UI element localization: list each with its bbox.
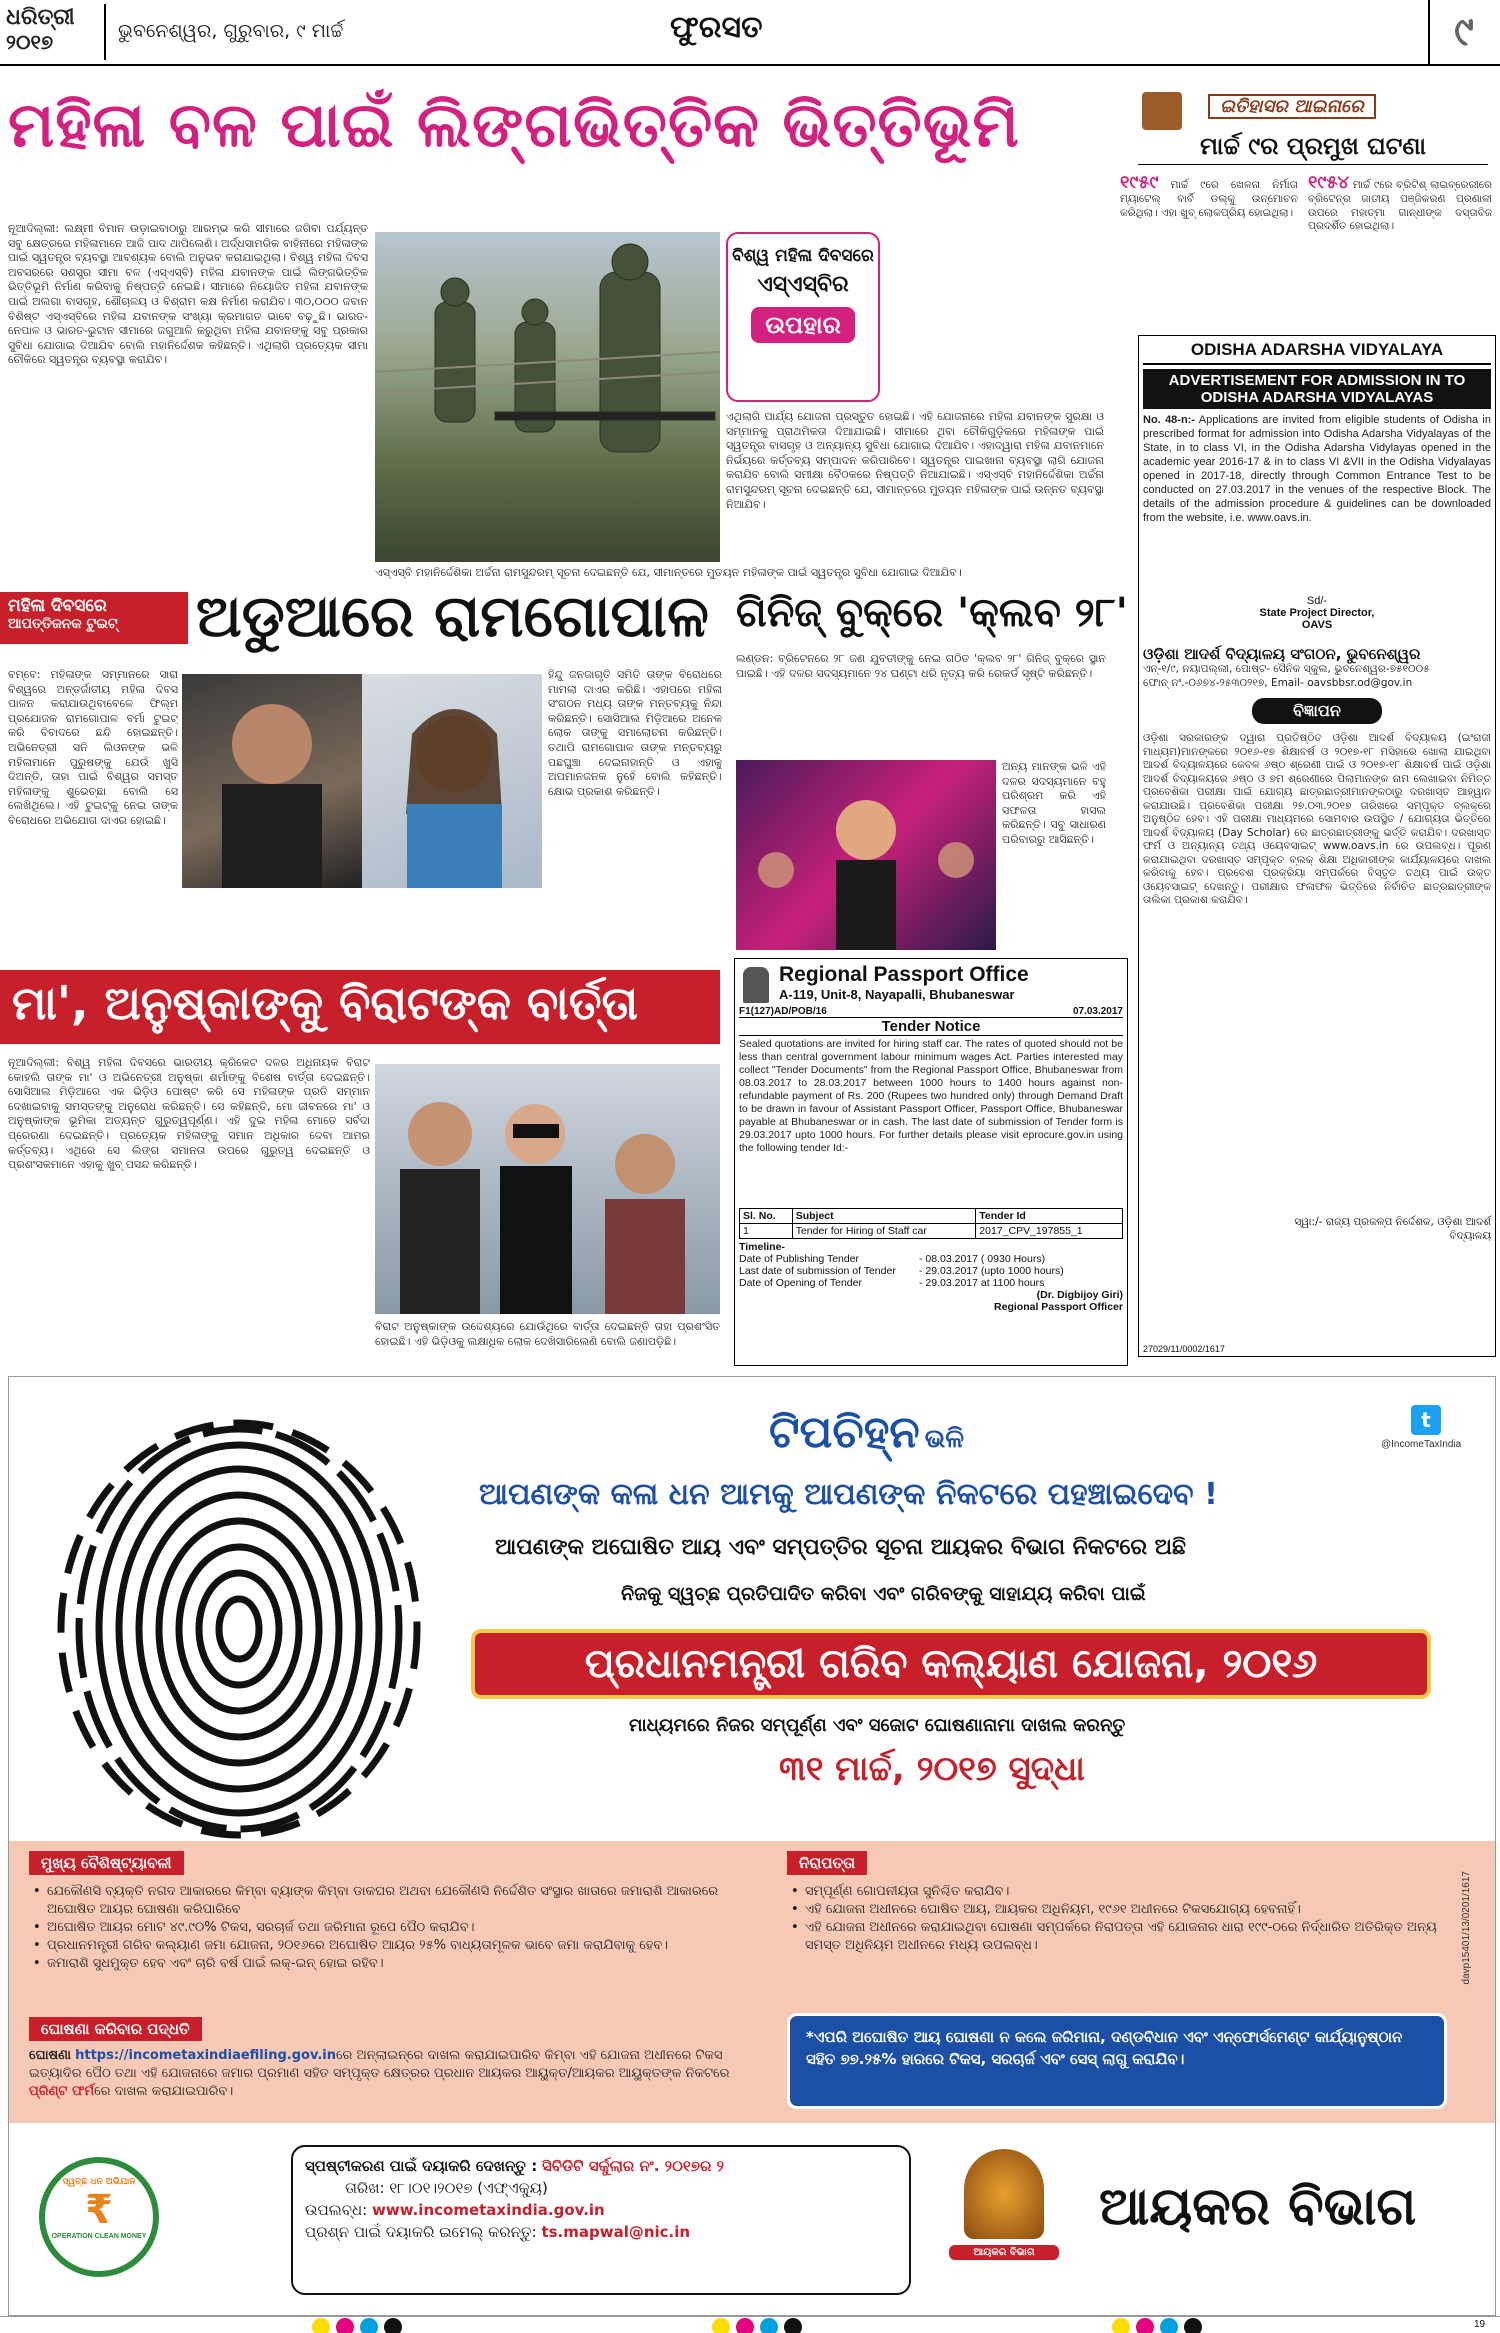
income-tax-ad <box>8 1376 1496 2316</box>
history-entry-1 <box>1120 172 1298 312</box>
history-box <box>1118 88 1496 320</box>
badge-line-3: ଉପହାର <box>751 307 855 343</box>
history-year-1: ୧୯୫୯ <box>1120 172 1159 193</box>
website-link[interactable]: www.incometaxindia.gov.in <box>372 2201 605 2219</box>
virat-column-1: ନୂଆଦିଲ୍ଲୀ: ବିଶ୍ୱ ମହିଳା ଦିବସରେ ଭାରତୀୟ କ୍ରିକେଟ ଦଳର ଅଧିନାୟକ ବିରାଟ କୋହଲି ତାଙ୍କ ମା' ଓ ଅଭିନେତ୍ରୀ ଅନୁଷ୍କା ଶର୍ମାଙ୍କୁ ବିଶେଷ ବାର୍ତ୍ତା ଦେଇଛନ୍ତି। ସୋସିଆଲ ମିଡ଼ିଆରେ ଏକ ଭିଡ଼ିଓ ପୋଷ୍ଟ କରି ସେ ମହିଳାଙ୍କ ପ୍ରତି ସମ୍ମାନ ଦେଖାଇବାକୁ ସମସ୍ତଙ୍କୁ ଅନୁରୋଧ କରିଛନ୍ତି। ସେ କହିଛନ୍ତି, ମୋ ଜୀବନରେ ମା' ଓ ଅନୁଷ୍କାଙ୍କ ଭୂମିକା ଅତ୍ୟନ୍ତ ଗୁରୁତ୍ୱପୂର୍ଣ୍ଣ। ଏହି ଦୁଇ ମହିଳା ମୋତେ ସର୍ବଦା ପ୍ରେରଣା ଦେଇଛନ୍ତି। ପ୍ରତ୍ୟେକ ମହିଳାଙ୍କୁ ସମାନ ଅଧିକାର ଦେବା ଆମର କର୍ତ୍ତବ୍ୟ। ଏଥିରେ ସେ ଲିଙ୍ଗ ସମାନତା ଉପରେ ଗୁରୁତ୍ୱ ଦେଇଛନ୍ତି ଓ ପ୍ରଶଂସକମାନେ ଏହାକୁ ଖୁବ୍ ପସନ୍ଦ କରିଛନ୍ତି। <box>8 1056 370 1172</box>
security-list <box>787 1883 1447 1955</box>
logo-year: ୨୦୧୭ <box>6 30 54 54</box>
th-tenderid: Tender Id <box>976 1209 1123 1224</box>
ocm-logo: ସ୍ୱଚ୍ଛ ଧନ ଅଭିଯାନ ₹ OPERATION CLEAN MONEY <box>39 2157 159 2277</box>
davp-code: davp15401/13/0201/1617 <box>1461 1871 1472 1985</box>
history-text-2: ମାର୍ଚ୍ଚ ୯ରେ ବ୍ରିଟିଶ୍ ଲାଇବ୍ରେରୀରେ ବ୍ରିଟେନ୍‌ର ଜାତୀୟ ପଞ୍ଜିକରଣ ପ୍ରଣାଳୀ ଉପରେ ମହାତ୍ମା ଗାନ୍ଧୀଙ୍କ ଦସ୍ତାବିଜ ପ୍ରଦର୍ଶିତ ହୋଇଥିଲା। <box>1308 179 1492 232</box>
tax-line-4: ନିଜକୁ ସ୍ୱଚ୍ଛ ପ୍ରତିପାଦିତ କରିବା ଏବଂ ଗରିବଙ୍କୁ ସାହାଯ୍ୟ କରିବା ପାଇଁ <box>621 1583 1146 1605</box>
oavs-phone: ଫୋନ୍ ନଂ.-୦୬୭୪-୨୫୩୦୨୧୭, Email- oavsbbsr.od@gov.in <box>1143 676 1413 689</box>
lead-photo-caption: ଏସ୍‌ଏସ୍‌ବି ମହାନିର୍ଦ୍ଦେଶିକା ଅର୍ଚ୍ଚନା ରାମସୁନ୍ଦରମ୍ ସୂଚନା ଦେଇଛନ୍ତି ଯେ, ସୀମାନ୍ତରେ ମୁତୟନ ମହିଳାଙ୍କ ପାଇଁ ସ୍ୱତନ୍ତ୍ର ସୁବିଧା ଯୋଗାଇ ଦିଆଯିବ। <box>375 566 962 579</box>
passport-body: Sealed quotations are invited for hiring staff car. The rates of quoted should not be less than central government labour minimum wages Act. Parties interested may collect "Tender Documents" from the Regional Passport Office, Bhubaneswar from 08.03.2017 to 28.03.2017 between 1000 hours to 1400 hours against non-refundable payment of Rs. 200 (Rupees two hundred only) through Demand Draft to be drawn in favour of Assistant Passport Officer, Passport Office, Bhubaneswar payable at Bhubaneswar or in cash. The last date of submission of Tender form is 29.03.2017 upto 1000 hours. For further details please visit eprocure.gov.in using the following tender Id:- <box>739 1038 1123 1154</box>
list-item: • ଯେକୌଣସି ବ୍ୟକ୍ତି ନଗଦ ଆକାରରେ କିମ୍ବା ବ୍ୟାଙ୍କ କିମ୍ବା ଡାକଘର ଅଥବା ଯେକୌଣସି ନିର୍ଦ୍ଦେଶିତ ସଂସ୍ଥାର ଖାତାରେ ଜମାରାଶି ଆକାରରେ ଅଘୋଷିତ ଆୟର ଘୋଷଣା କରିପାରିବେ <box>47 1883 759 1919</box>
section-title: ଫୁରସତ <box>670 10 763 45</box>
badge-line-2: ଏସ୍‌ଏସ୍‌ବିର <box>757 272 849 297</box>
virat-photo <box>375 1064 720 1314</box>
howto-title: ଘୋଷଣା କରିବାର ପଦ୍ଧତି <box>29 2017 202 2041</box>
ramgopal-column-2: ହିନ୍ଦୁ ଜନଜାଗୃତି ସମିତି ତାଙ୍କ ବିରୋଧରେ ମାମଲା ଦାଏର କରିଛି। ଏହାପରେ ମହିଳା ସଂଗଠନ ମଧ୍ୟ ତାଙ୍କ ମନ୍ତବ୍ୟକୁ ନିନ୍ଦା କରିଛନ୍ତି। ସୋସିଆଲ ମିଡ଼ିଆରେ ଅନେକ ଲୋକ ତାଙ୍କୁ ସମାଲୋଚନା କରିଛନ୍ତି। ତଥାପି ରାମଗୋପାଳ ତାଙ୍କ ମନ୍ତବ୍ୟରୁ ପଛଘୁଞ୍ଚା ଦେଇନାହାନ୍ତି ଓ ଏହାକୁ ଅପମାନଜନକ ନୁହେଁ ବୋଲି କହିଛନ୍ତି। କ୍ଷୋଭ ପ୍ରକାଶ କରିଛନ୍ତି। <box>548 668 722 798</box>
passport-emblem-icon <box>743 967 769 1003</box>
passport-timeline-label: Timeline- <box>739 1241 785 1253</box>
logo-top: ଧରିତ୍ରୀ <box>6 4 75 30</box>
tax-info-panel <box>9 1841 1495 2123</box>
registration-marks <box>160 2318 1360 2333</box>
oavs-vigyapan: ବିଜ୍ଞାପନ <box>1252 698 1382 724</box>
email-link[interactable]: ts.mapwal@nic.in <box>541 2223 691 2241</box>
lead-badge <box>726 232 880 402</box>
tax-line-2: ଆପଣଙ୍କ କଳା ଧନ ଆମକୁ ଆପଣଙ୍କ ନିକଟରେ ପହଞ୍ଚାଇଦେବ ! <box>479 1477 1218 1512</box>
history-year-2: ୧୯୫୪ <box>1308 172 1350 193</box>
virat-column-2: ବିରାଟ ଅନୁଷ୍କାଙ୍କ ଉଦ୍ଦେଶ୍ୟରେ ଯୋଉଁଥିରେ ବାର୍ତ୍ତା ଦେଇଛନ୍ତି ତାହା ପ୍ରଶଂସିତ ହୋଇଛି। ଏହି ଭିଡ଼ିଓକୁ ଲକ୍ଷାଧିକ ଲୋକ ଦେଖିସାରିଲେଣି ବୋଲି ଜଣାପଡ଼ିଛି। <box>375 1320 720 1348</box>
ramgopal-tag-1: ମହିଳା ଦିବସରେ <box>8 596 107 616</box>
history-entry-2 <box>1308 172 1492 312</box>
oavs-address: ଏନ୍-୧/୯, ନୟାପଲ୍ଲୀ, ପୋଷ୍ଟ- ସୈନିକ ସ୍କୁଲ, ଭୁବନେଶ୍ୱର-୭୫୧୦୦୫ <box>1143 663 1430 675</box>
tax-line-1: ଟିପଚିହ୍ନ ଭଳି <box>769 1407 964 1458</box>
guinness-side: ଅନ୍ୟ ମାନଙ୍କ ଭଳି ଏହି ଦଳର ସଦସ୍ୟମାନେ ବହୁ ପରିଶ୍ରମ କରି ଏହି ସଫଳତା ହାସଲ କରିଛନ୍ତି। ସବୁ ସାଧାରଣ ପରିବାରରୁ ଆସିଛନ୍ତି। <box>1002 760 1106 846</box>
oavs-org: ODISHA ADARSHA VIDYALAYA <box>1143 340 1491 365</box>
passport-sig-1: (Dr. Digbijoy Giri) <box>1036 1289 1123 1301</box>
list-item: • ଏହି ଯୋଜନା ଅଧୀନରେ କରାଯାଇଥିବା ଘୋଷଣା ସମ୍ପର୍କରେ ନିରାପତ୍ତା ଏହି ଯୋଜନାର ଧାରା ୧୯୯-ଠରେ ନିର୍ଦ୍ଧାରିତ ଅତିରିକ୍ତ ଅନ୍ୟ ସମସ୍ତ ଅଧିନିୟମ ଅଧୀନରେ ମଧ୍ୟ ଉପଲବ୍ଧ। <box>805 1919 1447 1955</box>
list-item: • ସମ୍ପୂର୍ଣ୍ଣ ଗୋପନୀୟତା ସୁନିଶ୍ଚିତ କରାଯିବ। <box>805 1883 1447 1901</box>
guinness-photo <box>736 760 996 950</box>
tax-dept-name: ଆୟକର ବିଭାଗ <box>1099 2177 1417 2237</box>
passport-date: 07.03.2017 <box>1072 1006 1123 1017</box>
passport-sig-2: Regional Passport Officer <box>994 1301 1123 1313</box>
page-number: ୯ <box>1428 0 1498 64</box>
passport-address: A-119, Unit-8, Nayapalli, Bhubaneswar <box>779 987 1015 1002</box>
fingerprint-icon <box>39 1419 439 1839</box>
tax-line-3: ଆପଣଙ୍କ ଅଘୋଷିତ ଆୟ ଏବଂ ସମ୍ପତ୍ତିର ସୂଚନା ଆୟକର ବିଭାଗ ନିକଟରେ ଅଛି <box>495 1535 1186 1560</box>
list-item: • ପ୍ରଧାନମନ୍ତ୍ରୀ ଗରିବ କଲ୍ୟାଣ ଜମା ଯୋଜନା, ୨୦୧୬ରେ ଅଘୋଷିତ ଆୟର ୨୫% ବାଧ୍ୟତାମୂଳକ ଭାବେ ଜମା କରାଯିବାକୁ ହେବ। <box>47 1937 759 1955</box>
oavs-ad <box>1138 335 1496 1357</box>
features-list <box>29 1883 759 1973</box>
ramgopal-headline: ଅଡୁଆରେ ରାମଗୋପାଳ <box>196 582 709 650</box>
oavs-no: No. 48-n:- <box>1143 414 1196 426</box>
history-text-1: ମାର୍ଚ୍ଚ ୯ରେ ଖେଳନା ନିର୍ମାତା ମ୍ୟାଟେଲ୍ ବାର୍ବି ଡଲ୍‌କୁ ଉନ୍ମୋଚନ କରିଥିଲା। ଏହା ଖୁବ୍ ଲୋକପ୍ରିୟ ହୋଇଥିଲା। <box>1120 179 1298 219</box>
tax-line-5: ମାଧ୍ୟମରେ ନିଜର ସମ୍ପୂର୍ଣ୍ଣ ଏବଂ ସଜୋଟ ଘୋଷଣାନାମା ଦାଖଲ କରନ୍ତୁ <box>629 1715 1126 1736</box>
th-slno: Sl. No. <box>740 1209 793 1224</box>
sunny-leone-photo <box>362 674 542 888</box>
passport-ref: F1(127)AD/POB/16 <box>739 1006 827 1017</box>
clarify-box: ସ୍ପଷ୍ଟୀକରଣ ପାଇଁ ଦୟାକରି ଦେଖନ୍ତୁ : ସିବିଡିଟି ସର୍କୁଲାର ନଂ. ୨୦୧୭ର ୨ ତାରିଖ: ୧୮।୦୧।୨୦୧୭ (ଏଫ୍‌ଏକ୍ୟୁ) ଉପଲବ୍ଧ: www.incometaxindia.gov.in ପ୍ରଶ୍ନ ପାଇଁ ଦୟାକରି ଇମେଲ୍ କରନ୍ତୁ: ts.mapwal@nic.in <box>291 2145 911 2295</box>
table-row: 1 Tender for Hiring of Staff car 2017_CPV_197855_1 <box>740 1224 1123 1239</box>
tax-deadline: ୩୧ ମାର୍ଚ୍ଚ, ୨୦୧୭ ସୁଦ୍ଧା <box>779 1749 1085 1789</box>
history-icon <box>1142 92 1182 130</box>
passport-notice: Tender Notice <box>739 1018 1123 1036</box>
th-subject: Subject <box>792 1209 976 1224</box>
oavs-sign: State Project Director, OAVS <box>1259 607 1375 631</box>
history-kicker: ଇତିହାସର ଆଇନାରେ <box>1208 94 1376 119</box>
guinness-headline: ଗିନିଜ୍ ବୁକ୍‌ରେ 'କ୍ଲବ ୨୮' <box>736 590 1128 636</box>
passport-table <box>739 1208 1123 1239</box>
oavs-body: No. 48-n:- Applications are invited from eligible students of Odisha in prescribed format for admission into Odisha Adarsha Vidyalayas of the State, in to class VI, in the Odisha Adarsha Vidylayas opened in the academic year 2016-17 & in to class VI &VII in the Odisha Vidyalayas opened in 2017-18, directly through Common Entrance Test to be conducted on 27.03.2017 in the venues of the respective Block. The details of the admission procedure & guidelines can be downloaded from the website, i.e. www.oavs.in. <box>1143 414 1491 524</box>
ramgopal-tag <box>0 592 188 644</box>
ramgopal-photo <box>182 674 362 888</box>
lead-photo-ssb-women <box>375 232 720 562</box>
security-title: ନିରାପତ୍ତା <box>787 1851 867 1875</box>
footer-page: 19 <box>1474 2319 1486 2330</box>
oavs-sd: Sd/- <box>1306 595 1328 607</box>
badge-line-1: ବିଶ୍ୱ ମହିଳା ଦିବସରେ <box>732 246 874 266</box>
virat-headline-text: ମା', ଅନୁଷ୍କାଙ୍କୁ ବିରାଟଙ୍କ ବାର୍ତ୍ତା <box>12 976 639 1030</box>
warning-box: *ଏପରି ଅଘୋଷିତ ଆୟ ଘୋଷଣା ନ କଲେ ଜରିମାନା, ଦଣ୍ଡବିଧାନ ଏବଂ ଏନ୍‌ଫୋର୍ସମେଣ୍ଟ କାର୍ଯ୍ୟାନୁଷ୍ଠାନ ସହିତ ୭୭.୨୫% ହାରରେ ଟିକସ, ସରଚାର୍ଜ ଏବଂ ସେସ୍ ଲାଗୁ କରାଯିବ। <box>787 2013 1447 2109</box>
oavs-odia-sign: ସ୍ୱା:/- ରାଜ୍ୟ ପ୍ରକଳ୍ପ ନିର୍ଦ୍ଦେଶକ, ଓଡ଼ିଶା ଆଦର୍ଶ ବିଦ୍ୟାଳୟ <box>1294 1216 1491 1242</box>
oavs-code: 27029/11/0002/1617 <box>1143 1344 1225 1354</box>
lead-headline: ମହିଳା ବଳ ପାଇଁ ଲିଙ୍ଗଭିତ୍ତିକ ଭିତ୍ତିଭୂମି <box>8 88 1020 161</box>
guinness-intro: ଲଣ୍ଡନ: ବ୍ରିଟେନରେ ୨୮ ଜଣ ଯୁବତୀଙ୍କୁ ନେଇ ଗଠିତ 'କ୍ଲବ ୨୮' ଗିନିଜ୍ ବୁକ୍‌ରେ ସ୍ଥାନ ପାଇଛି। ଏହି ଦଳର ସଦସ୍ୟମାନେ ୨୪ ଘଣ୍ଟା ଧରି ନୃତ୍ୟ କରି ରେକର୍ଡ ସୃଷ୍ଟି କରିଛନ୍ତି। <box>736 652 1106 680</box>
emblem-icon: ଆୟକର ବିଭାଗ <box>949 2149 1059 2289</box>
howto-text: ଘୋଷଣା https://incometaxindiaefiling.gov.inରେ ଅନ୍‌ଲାଇନ୍‌ରେ ଦାଖଲ କରାଯାଇପାରିବ କିମ୍ବା ଏହି ଯୋଜନା ଅଧୀନରେ ଟିକସ ଇତ୍ୟାଦିର ପୈଠ ତଥା ଏହି ଯୋଜନାରେ ଜମାର ପ୍ରମାଣ ସହିତ ସମ୍ପୃକ୍ତ କ୍ଷେତ୍ରର ପ୍ରଧାନ ଆୟକର ଆୟୁକ୍ତ/ଆୟକର ଆୟୁକ୍ତଙ୍କ ନିକଟରେ ପ୍ରିଣ୍ଟ ଫର୍ମରେ ଦାଖଲ କରାଯାଇପାରିବ। <box>29 2048 730 2099</box>
lead-column-2: ଏଥିଲାଗି ପାର୍ଯ୍ୟ ଯୋଜନା ପ୍ରସ୍ତୁତ ହୋଇଛି। ଏହି ଯୋଜନାରେ ମହିଳା ଯବାନଙ୍କ ସୁରକ୍ଷା ଓ ସମ୍ମାନକୁ ପ୍ରାଥମିକତା ଦିଆଯାଇଛି। ସୀମାରେ ଥିବା ଚୌକିଗୁଡ଼ିକରେ ମହିଳାଙ୍କ ପାଇଁ ସ୍ୱତନ୍ତ୍ର ବାସଗୃହ ଓ ଅନ୍ୟାନ୍ୟ ସୁବିଧା ଯୋଗାଇ ଦିଆଯିବ। ଏହାଦ୍ୱାରା ମହିଳା ଯବାନମାନେ ନିର୍ଭୟରେ କର୍ତ୍ତବ୍ୟ ସମ୍ପାଦନ କରିପାରିବେ। ସ୍ୱତନ୍ତ୍ର ପାଇଖାନା ବ୍ୟବସ୍ଥା ଲାଗି ଯୋଜନା କରାଯିବ ବୋଲି ସମୀକ୍ଷା ବୈଠକରେ ନିଷ୍ପତ୍ତି ନିଆଯାଇଛି। ଏସ୍‌ଏସ୍‌ବି ମହାନିର୍ଦ୍ଦେଶିକା ଅର୍ଚ୍ଚନା ରାମସୁନ୍ଦରମ୍ ସୂଚନା ଦେଇଛନ୍ତି ଯେ, ସୀମାନ୍ତରେ ମୁତୟନ ମହିଳାଙ୍କ ପାଇଁ ଉନ୍ନତ ବ୍ୟବସ୍ଥା ନିଆଯିବ। <box>726 410 1104 511</box>
history-title: ମାର୍ଚ୍ଚ ୯ର ପ୍ରମୁଖ ଘଟଣା <box>1138 132 1488 165</box>
twitter-icon[interactable]: t <box>1411 1405 1441 1435</box>
list-item: • ଜମାରାଶି ସୁଧମୁକ୍ତ ହେବ ଏବଂ ଚାରି ବର୍ଷ ପାଇଁ ଲକ୍-ଇନ୍ ହୋଇ ରହିବ। <box>47 1955 759 1973</box>
oavs-odia-body: ଓଡ଼ିଶା ସରକାରଙ୍କ ଦ୍ୱାରା ପ୍ରତିଷ୍ଠିତ ଓଡ଼ିଶା ଆଦର୍ଶ ବିଦ୍ୟାଳୟ (ଇଂରାଜୀ ମାଧ୍ୟମ)ମାନଙ୍କରେ ୨୦୧୬-୧୭ ଶିକ୍ଷାବର୍ଷ ଓ ୨୦୧୭-୧୮ ମସିହାରେ ଖୋଲା ଯାଇଥିବା ଆଦର୍ଶ ବିଦ୍ୟାଳୟରେ କେବଳ ୬ଷ୍ଠ ଶ୍ରେଣୀ ପାଇଁ ଓ ୨୦୧୭-୧୮ ଶିକ୍ଷାବର୍ଷ ପାଇଁ ଓଡ଼ିଶା ଆଦର୍ଶ ବିଦ୍ୟାଳୟରେ ୬ଷ୍ଠ ଓ ୭ମ ଶ୍ରେଣୀରେ ପିଲାମାନଙ୍କ ନାମ ଲେଖାଇବା ନିମିତ୍ତ ପ୍ରବେଶିକା ପରୀକ୍ଷା ପାଇଁ ଯୋଗ୍ୟ ଛାତ୍ରଛାତ୍ରୀମାନଙ୍କଠାରୁ ଦରଖାସ୍ତ ଆହ୍ୱାନ କରାଯାଉଛି। ପ୍ରବେଶିକା ପରୀକ୍ଷା ୨୭.୦୩.୨୦୧୭ ତାରିଖରେ ସମ୍ପୃକ୍ତ ବ୍ଲକ୍‌ରେ ଅନୁଷ୍ଠିତ ହେବ। ଏହି ପରୀକ୍ଷା ମାଧ୍ୟମରେ ସୋମବାର ଉପସ୍ଥିତ / ଯୋଗ୍ୟତା ଭିତ୍ତିରେ ଆଦର୍ଶ ବିଦ୍ୟାଳୟ (Day Scholar) ରେ ଛାତ୍ରଛାତ୍ରୀଙ୍କୁ ଭର୍ତ୍ତି କରାଯିବ। ଦରଖାସ୍ତ ଫର୍ମ ଓ ଅନ୍ୟାନ୍ୟ ତଥ୍ୟ ଓୟେବସାଇଟ୍ www.oavs.in ରେ ଉପଲବ୍ଧ। ପୂରଣ କରାଯାଇଥିବା ଦରଖାସ୍ତ ସମ୍ପୃକ୍ତ ବ୍ଲକ୍ ଶିକ୍ଷା ଅଧିକାରୀଙ୍କ କାର୍ଯ୍ୟାଳୟରେ ଦାଖଲ କରିବାକୁ ହେବ। ପ୍ରବେଶ ପ୍ରକ୍ରିୟା ସମ୍ପର୍କରେ ବିସ୍ତୃତ ତଥ୍ୟ ପାଇଁ ଉକ୍ତ ଓୟେବସାଇଟ୍ ଦେଖନ୍ତୁ। ପରୀକ୍ଷାର ଫଳାଫଳ ଭିତ୍ତିରେ ନିର୍ବାଚିତ ଛାତ୍ରଛାତ୍ରୀଙ୍କ ତାଲିକା ପ୍ରକାଶ କରାଯିବ। <box>1143 732 1491 906</box>
oavs-title: ADVERTISEMENT FOR ADMISSION IN TO ODISHA ADARSHA VIDYALAYAS <box>1143 369 1491 409</box>
header-date: ଭୁବନେଶ୍ୱର, ଗୁରୁବାର, ୯ ମାର୍ଚ୍ଚ <box>118 20 344 42</box>
ramgopal-column-1: ବମ୍ବେ: ମହିଳାଙ୍କ ସମ୍ମାନରେ ସାରା ବିଶ୍ୱରେ ଅନ୍ତର୍ଜାତୀୟ ମହିଳା ଦିବସ ପାଳନ କରାଯାଉଥିବାବେଳେ ଫିଲ୍ମ ପ୍ରଯୋଜକ ରାମଗୋପାଳ ବର୍ମା ଟୁଇଟ୍ କରି ବିବାଦରେ ଛନ୍ଦି ହୋଇଛନ୍ତି। ଅଭିନେତ୍ରୀ ସନି ଲିଓନଙ୍କ ଭଳି ମହିଳାମାନେ ପୁରୁଷଙ୍କୁ ଯେଉଁ ଖୁସି ଦିଅନ୍ତି, ତାହା ପାଇଁ ବିଶ୍ୱର ସମସ୍ତ ମହିଳାଙ୍କୁ ଶୁଭେଚ୍ଛା ବୋଲି ସେ ଲେଖିଥିଲେ। ଏହି ଟୁଇଟ୍‌କୁ ନେଇ ତାଙ୍କ ବିରୋଧରେ ଅଭିଯୋଗ ଦାଏର ହୋଇଛି। <box>8 668 178 827</box>
soldiers-illustration <box>375 232 720 562</box>
rupee-icon: ₹ <box>85 2187 113 2233</box>
features-title: ମୁଖ୍ୟ ବୈଶିଷ୍ଟ୍ୟାବଳୀ <box>29 1851 184 1875</box>
twitter-handle: @IncomeTaxIndia <box>1381 1439 1462 1450</box>
passport-ad: Regional Passport Office A-119, Unit-8, Nayapalli, Bhubaneswar F1(127)AD/POB/16 07.03.2017 Tender Notice Sealed quotations are invited for hiring staff car. The rates of quoted should not be less than central government labour minimum wages Act. Parties interested may collect "Tender Documents" from the Regional Passport Office, Bhubaneswar from 08.03.2017 to 28.03.2017 between 1000 hours to 1400 hours against non-refundable payment of Rs. 200 (Rupees two hundred only) through Demand Draft to be drawn in favour of Assistant Passport Officer, Passport Office, Bhubaneswar payable at Bhubaneswar or in cash. The last date of submission of Tender form is 29.03.2017 upto 1000 hours. For further details please visit eprocure.gov.in using the following tender Id:- Sl. No. Subject Tender Id 1 Tender for Hiring of Staff car 2017_CPV_197855_1 Timeline- Date of Publishing Tender - 08.03.2017 ( 0930 Hours) Last date of submission of Tender - 29.03.2017 (upto 1000 hours) Date of Opening of Tender - 29.03.2017 at 1100 hours (Dr. Digbijoy Giri) Regional Passport Officer <box>734 958 1128 1366</box>
passport-title: Regional Passport Office <box>779 963 1029 986</box>
tax-banner: ପ୍ରଧାନମନ୍ତ୍ରୀ ଗରିବ କଲ୍ୟାଣ ଯୋଜନା, ୨୦୧୬ <box>471 1629 1431 1699</box>
lead-column-1: ନୂଆଦିଲ୍ଲୀ: ଲକ୍ଷ୍ମୀ ବିମାନ ଉଡ଼ାଇବାଠାରୁ ଆରମ୍ଭ କରି ସୀମାରେ ଜଗିବା ପର୍ଯ୍ୟନ୍ତ ସବୁ କ୍ଷେତ୍ରରେ ମହିଳାମାନେ ଆଜି ପାଦ ଥାପିଲେଣି। ଅର୍ଦ୍ଧସାମରିକ ବାହିନୀରେ ମହିଳାଙ୍କ ପାଇଁ ସ୍ୱତନ୍ତ୍ର ବ୍ୟବସ୍ଥା ଆବଶ୍ୟକ ବୋଲି ଅନୁଭବ କରାଯାଇଥିଲା। ବିଶ୍ୱ ମହିଳା ଦିବସ ଅବସରରେ ସଶସ୍ତ୍ର ସୀମା ବଳ (ଏସ୍‌ଏସ୍‌ବି) ମହିଳା ଯବାନଙ୍କ ପାଇଁ ଲିଙ୍ଗଭିତ୍ତିକ ଭିତ୍ତିଭୂମି ନିର୍ମାଣ କରିବାକୁ ନିଷ୍ପତ୍ତି ନେଇଛି। ସୀମାରେ ନିୟୋଜିତ ମହିଳା ଯବାନଙ୍କ ପାଇଁ ଅଲଗା ବାସଗୃହ, ଶୌଚାଳୟ ଓ ବିଶ୍ରାମ କକ୍ଷ ନିର୍ମାଣ କରାଯିବ। ୩୦,୦୦୦ ଜବାନ ବିଶିଷ୍ଟ ଏସ୍‌ଏସ୍‌ବିରେ ମହିଳା ଯବାନଙ୍କ ସଂଖ୍ୟା କ୍ରମାଗତ ଭାବେ ବଢ଼ୁଛି। ଭାରତ-ନେପାଳ ଓ ଭାରତ-ଭୁଟାନ ସୀମାରେ ଜଗୁଆଳି କରୁଥିବା ମହିଳା ଯବାନଙ୍କୁ ସବୁ ପ୍ରକାର ସୁବିଧା ଯୋଗାଇ ଦିଆଯିବ ବୋଲି ମହାନିର୍ଦ୍ଦେଶକ କହିଛନ୍ତି। ଏଥିଲାଗି ପ୍ରତ୍ୟେକ ସୀମା ଚୌକିରେ ସ୍ୱତନ୍ତ୍ର ବ୍ୟବସ୍ଥା କରାଯିବ। <box>8 222 368 367</box>
list-item: • ଏହି ଯୋଜନା ଅଧୀନରେ ଘୋଷିତ ଆୟ, ଆୟକର ଅଧିନିୟମ, ୧୯୬୧ ଅଧୀନରେ ଟିକସଯୋଗ୍ୟ ହେବନାହିଁ। <box>805 1901 1447 1919</box>
page-header <box>0 0 1500 66</box>
list-item: • ଅଘୋଷିତ ଆୟର ମୋଟ ୪୯.୯୦% ଟିକସ, ସରଚାର୍ଜ ତଥା ଜରିମାନା ରୂପେ ପୈଠ କରାଯିବ। <box>47 1919 759 1937</box>
page-footer <box>0 2316 1500 2333</box>
masthead-logo <box>6 4 106 60</box>
oavs-odia-org: ଓଡ଼ିଶା ଆଦର୍ଶ ବିଦ୍ୟାଳୟ ସଂଗଠନ, ଭୁବନେଶ୍ୱର <box>1143 645 1421 663</box>
ramgopal-tag-2: ଆପତ୍ତିଜନକ ଟୁଇଟ୍ <box>8 616 118 632</box>
efiling-link[interactable]: https://incometaxindiaefiling.gov.in <box>75 2048 337 2063</box>
virat-headline <box>0 970 720 1044</box>
